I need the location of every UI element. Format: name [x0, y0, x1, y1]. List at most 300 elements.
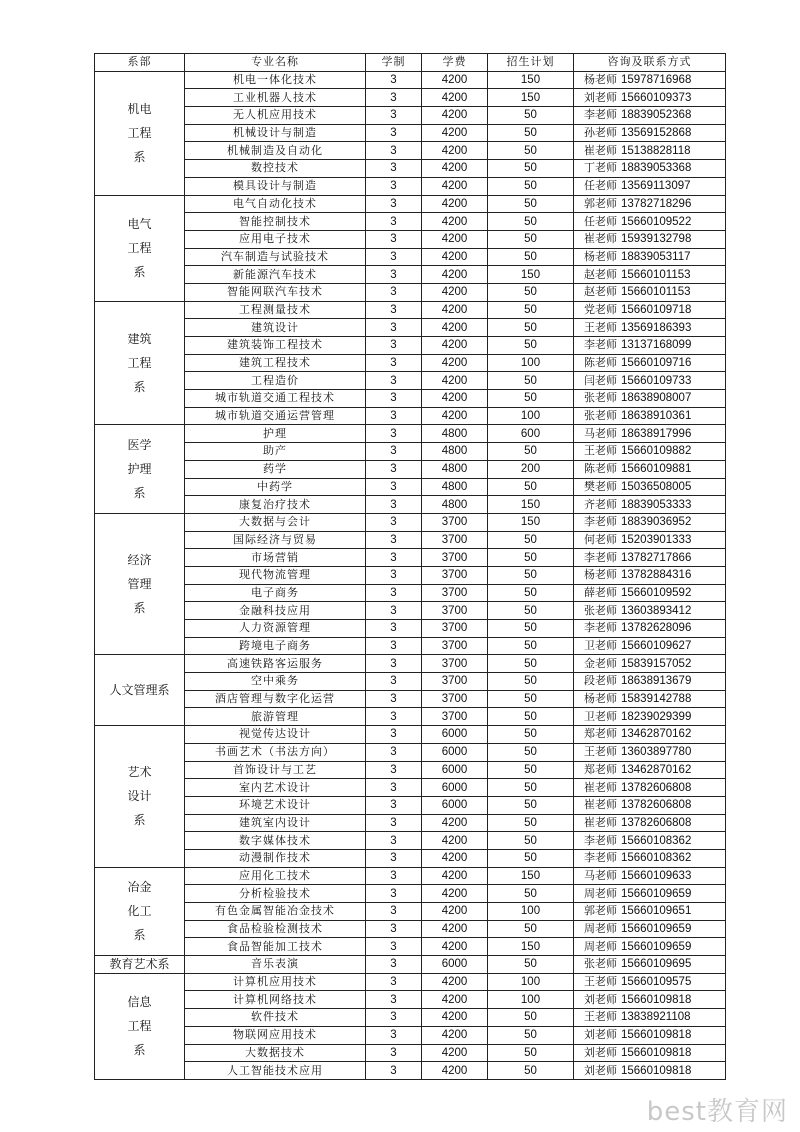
contact-cell	[574, 849, 726, 867]
fee-cell: 4200	[422, 213, 488, 231]
table-row	[95, 832, 726, 850]
contact-teacher: 杨老师	[584, 568, 617, 582]
table-row	[95, 655, 726, 673]
plan-cell: 50	[488, 549, 574, 567]
fee-cell: 4200	[422, 195, 488, 213]
major-name-cell: 建筑装饰工程技术	[185, 337, 366, 355]
contact-phone: 13462870162	[621, 728, 692, 741]
contact-phone: 13782884316	[621, 569, 692, 582]
contact-cell	[574, 602, 726, 620]
major-name-cell: 书画艺术（书法方向）	[185, 743, 366, 761]
plan-cell: 100	[488, 973, 574, 991]
plan-cell: 50	[488, 655, 574, 673]
plan-cell: 50	[488, 743, 574, 761]
years-cell: 3	[366, 496, 422, 514]
table-row	[95, 620, 726, 638]
table-row	[95, 796, 726, 814]
plan-cell: 600	[488, 425, 574, 443]
contact-phone: 15138828118	[621, 144, 691, 157]
contact-teacher: 张老师	[584, 391, 617, 405]
plan-cell: 50	[488, 142, 574, 160]
table-row	[95, 337, 726, 355]
department-name-line: 系	[133, 813, 146, 828]
contact-teacher: 张老师	[584, 409, 617, 423]
table-row	[95, 903, 726, 921]
years-cell: 3	[366, 673, 422, 691]
contact-phone: 18839053117	[621, 250, 691, 263]
plan-cell: 50	[488, 372, 574, 390]
plan-cell: 100	[488, 903, 574, 921]
contact-cell	[574, 708, 726, 726]
fee-cell: 6000	[422, 956, 488, 974]
major-name-cell: 大数据技术	[185, 1044, 366, 1062]
department-name-line: 化工	[127, 904, 152, 919]
table-row	[95, 213, 726, 231]
contact-cell	[574, 230, 726, 248]
contact-teacher: 李老师	[584, 621, 617, 635]
enrollment-table	[94, 53, 726, 1080]
contact-teacher: 李老师	[584, 550, 617, 564]
contact-teacher: 赵老师	[584, 267, 617, 281]
contact-cell	[574, 673, 726, 691]
department-name-line: 工程	[127, 1019, 152, 1034]
table-row	[95, 814, 726, 832]
major-name-cell: 建筑设计	[185, 319, 366, 337]
major-name-cell: 新能源汽车技术	[185, 266, 366, 284]
table-row	[95, 71, 726, 89]
fee-cell: 6000	[422, 796, 488, 814]
table-row	[95, 142, 726, 160]
fee-cell: 4200	[422, 867, 488, 885]
fee-cell: 4200	[422, 1009, 488, 1027]
contact-phone: 15660109575	[621, 976, 692, 989]
years-cell: 3	[366, 920, 422, 938]
plan-cell: 100	[488, 991, 574, 1009]
contact-teacher: 张老师	[584, 603, 617, 617]
department-name-line: 工程	[127, 356, 152, 371]
table-row	[95, 177, 726, 195]
major-name-cell: 城市轨道交通运营管理	[185, 407, 366, 425]
header-fee: 学费	[422, 54, 488, 72]
department-name-line: 电气	[127, 217, 152, 232]
fee-cell: 4200	[422, 248, 488, 266]
contact-teacher: 杨老师	[584, 73, 617, 87]
department-name-line: 管理	[127, 577, 152, 592]
fee-cell: 4200	[422, 832, 488, 850]
contact-phone: 15660109881	[621, 463, 692, 476]
contact-phone: 15036508005	[621, 480, 692, 493]
contact-teacher: 郑老师	[584, 762, 617, 776]
contact-teacher: 李老师	[584, 833, 617, 847]
years-cell: 3	[366, 637, 422, 655]
major-name-cell: 电子商务	[185, 584, 366, 602]
contact-cell	[574, 319, 726, 337]
major-name-cell: 计算机应用技术	[185, 973, 366, 991]
table-row	[95, 566, 726, 584]
fee-cell: 6000	[422, 743, 488, 761]
contact-phone: 13782717866	[621, 551, 692, 564]
major-name-cell: 工业机器人技术	[185, 89, 366, 107]
fee-cell: 4200	[422, 938, 488, 956]
header-department: 系部	[95, 54, 185, 72]
fee-cell: 4800	[422, 496, 488, 514]
contact-cell	[574, 1044, 726, 1062]
major-name-cell: 建筑室内设计	[185, 814, 366, 832]
table-row	[95, 973, 726, 991]
plan-cell: 50	[488, 1044, 574, 1062]
table-row	[95, 425, 726, 443]
years-cell: 3	[366, 513, 422, 531]
contact-teacher: 李老师	[584, 108, 617, 122]
contact-phone: 15660109522	[621, 215, 692, 228]
table-row	[95, 779, 726, 797]
contact-phone: 18839053333	[621, 498, 692, 511]
contact-phone: 15839142788	[621, 693, 692, 706]
major-name-cell: 智能控制技术	[185, 213, 366, 231]
department-name-line: 系	[133, 380, 146, 395]
years-cell: 3	[366, 779, 422, 797]
contact-phone: 13137168099	[621, 339, 692, 352]
years-cell: 3	[366, 337, 422, 355]
table-row	[95, 319, 726, 337]
fee-cell: 4200	[422, 177, 488, 195]
contact-cell	[574, 973, 726, 991]
contact-cell	[574, 779, 726, 797]
plan-cell: 150	[488, 89, 574, 107]
contact-cell	[574, 991, 726, 1009]
major-name-cell: 数字媒体技术	[185, 832, 366, 850]
contact-phone: 15660109818	[621, 993, 692, 1006]
contact-cell	[574, 867, 726, 885]
major-name-cell: 首饰设计与工艺	[185, 761, 366, 779]
header-contact: 咨询及联系方式	[574, 54, 726, 72]
contact-teacher: 何老师	[584, 532, 617, 546]
fee-cell: 4200	[422, 230, 488, 248]
contact-phone: 13569113097	[621, 180, 691, 193]
plan-cell: 150	[488, 513, 574, 531]
contact-cell	[574, 213, 726, 231]
plan-cell: 50	[488, 584, 574, 602]
years-cell: 3	[366, 726, 422, 744]
major-name-cell: 智能网联汽车技术	[185, 283, 366, 301]
major-name-cell: 工程测量技术	[185, 301, 366, 319]
contact-phone: 15660109882	[621, 445, 692, 458]
fee-cell: 4800	[422, 443, 488, 461]
years-cell: 3	[366, 1044, 422, 1062]
years-cell: 3	[366, 230, 422, 248]
fee-cell: 3700	[422, 637, 488, 655]
years-cell: 3	[366, 160, 422, 178]
department-cell	[95, 956, 185, 974]
fee-cell: 4200	[422, 885, 488, 903]
fee-cell: 4200	[422, 89, 488, 107]
contact-phone: 15660109659	[621, 923, 692, 936]
plan-cell: 50	[488, 956, 574, 974]
plan-cell: 200	[488, 460, 574, 478]
contact-teacher: 周老师	[584, 939, 617, 953]
years-cell: 3	[366, 283, 422, 301]
years-cell: 3	[366, 407, 422, 425]
department-name-line: 系	[133, 928, 146, 943]
table-row	[95, 690, 726, 708]
watermark: best教育网	[646, 1097, 788, 1127]
contact-cell	[574, 354, 726, 372]
plan-cell: 50	[488, 1062, 574, 1080]
contact-teacher: 周老师	[584, 886, 617, 900]
department-cell	[95, 513, 185, 655]
contact-teacher: 陈老师	[584, 356, 617, 370]
years-cell: 3	[366, 372, 422, 390]
contact-phone: 15660109818	[621, 1046, 692, 1059]
table-row	[95, 1044, 726, 1062]
contact-phone: 15839157052	[621, 657, 692, 670]
major-name-cell: 计算机网络技术	[185, 991, 366, 1009]
contact-cell	[574, 796, 726, 814]
years-cell: 3	[366, 195, 422, 213]
contact-cell	[574, 160, 726, 178]
major-name-cell: 市场营销	[185, 549, 366, 567]
contact-cell	[574, 690, 726, 708]
contact-teacher: 周老师	[584, 922, 617, 936]
contact-phone: 13569186393	[621, 321, 692, 334]
contact-teacher: 卫老师	[584, 709, 617, 723]
fee-cell: 3700	[422, 602, 488, 620]
major-name-cell: 旅游管理	[185, 708, 366, 726]
years-cell: 3	[366, 991, 422, 1009]
plan-cell: 150	[488, 71, 574, 89]
table-row	[95, 124, 726, 142]
years-cell: 3	[366, 319, 422, 337]
years-cell: 3	[366, 867, 422, 885]
contact-teacher: 崔老师	[584, 780, 617, 794]
contact-cell	[574, 283, 726, 301]
contact-phone: 15660109633	[621, 869, 692, 882]
contact-phone: 13782606808	[621, 799, 692, 812]
department-name-line: 工程	[127, 241, 152, 256]
table-row	[95, 708, 726, 726]
major-name-cell: 康复治疗技术	[185, 496, 366, 514]
years-cell: 3	[366, 885, 422, 903]
department-name-line: 系	[133, 601, 146, 616]
plan-cell: 50	[488, 390, 574, 408]
contact-cell	[574, 266, 726, 284]
contact-teacher: 马老师	[584, 868, 617, 882]
contact-phone: 15660109818	[621, 1064, 692, 1077]
contact-cell	[574, 478, 726, 496]
major-name-cell: 机械制造及自动化	[185, 142, 366, 160]
contact-cell	[574, 142, 726, 160]
major-name-cell: 城市轨道交通工程技术	[185, 390, 366, 408]
plan-cell: 50	[488, 779, 574, 797]
department-name-line: 系	[133, 1043, 146, 1058]
fee-cell: 4200	[422, 301, 488, 319]
fee-cell: 4200	[422, 390, 488, 408]
table-body	[95, 71, 726, 1079]
plan-cell: 50	[488, 620, 574, 638]
contact-phone: 15660109695	[621, 958, 692, 971]
fee-cell: 4200	[422, 814, 488, 832]
contact-teacher: 杨老师	[584, 692, 617, 706]
years-cell: 3	[366, 301, 422, 319]
contact-teacher: 刘老师	[584, 1045, 617, 1059]
years-cell: 3	[366, 655, 422, 673]
department-name-line: 经济	[127, 553, 152, 568]
years-cell: 3	[366, 796, 422, 814]
years-cell: 3	[366, 1062, 422, 1080]
contact-teacher: 王老师	[584, 1010, 617, 1024]
table-row	[95, 726, 726, 744]
contact-teacher: 杨老师	[584, 249, 617, 263]
years-cell: 3	[366, 177, 422, 195]
contact-phone: 18239029399	[621, 710, 692, 723]
plan-cell: 50	[488, 531, 574, 549]
contact-teacher: 齐老师	[584, 497, 617, 511]
plan-cell: 50	[488, 761, 574, 779]
major-name-cell: 工程造价	[185, 372, 366, 390]
department-name-line: 医学	[127, 438, 152, 453]
major-name-cell: 现代物流管理	[185, 566, 366, 584]
contact-phone: 18839052368	[621, 109, 692, 122]
header-plan: 招生计划	[488, 54, 574, 72]
department-name-line: 系	[133, 150, 146, 165]
years-cell: 3	[366, 531, 422, 549]
table-row	[95, 496, 726, 514]
fee-cell: 3700	[422, 655, 488, 673]
years-cell: 3	[366, 761, 422, 779]
years-cell: 3	[366, 460, 422, 478]
years-cell: 3	[366, 390, 422, 408]
table-row	[95, 637, 726, 655]
major-name-cell: 模具设计与制造	[185, 177, 366, 195]
table-row	[95, 673, 726, 691]
years-cell: 3	[366, 124, 422, 142]
plan-cell: 50	[488, 832, 574, 850]
department-name-line: 设计	[127, 789, 152, 804]
fee-cell: 6000	[422, 726, 488, 744]
plan-cell: 50	[488, 107, 574, 125]
plan-cell: 50	[488, 478, 574, 496]
major-name-cell: 室内艺术设计	[185, 779, 366, 797]
contact-cell	[574, 124, 726, 142]
contact-teacher: 任老师	[584, 214, 617, 228]
contact-phone: 15660109733	[621, 374, 692, 387]
fee-cell: 4200	[422, 849, 488, 867]
contact-teacher: 薛老师	[584, 585, 617, 599]
fee-cell: 3700	[422, 673, 488, 691]
major-name-cell: 软件技术	[185, 1009, 366, 1027]
contact-teacher: 郑老师	[584, 727, 617, 741]
contact-cell	[574, 531, 726, 549]
contact-teacher: 李老师	[584, 851, 617, 865]
department-name-line: 系	[133, 265, 146, 280]
table-row	[95, 513, 726, 531]
years-cell: 3	[366, 903, 422, 921]
contact-phone: 13569152868	[621, 127, 692, 140]
contact-cell	[574, 814, 726, 832]
contact-phone: 15978716968	[621, 74, 692, 87]
major-name-cell: 无人机应用技术	[185, 107, 366, 125]
table-row	[95, 89, 726, 107]
department-name-line: 冶金	[127, 880, 152, 895]
major-name-cell: 人力资源管理	[185, 620, 366, 638]
department-name-line: 建筑	[127, 332, 152, 347]
major-name-cell: 视觉传达设计	[185, 726, 366, 744]
years-cell: 3	[366, 1026, 422, 1044]
header-major: 专业名称	[185, 54, 366, 72]
contact-teacher: 刘老师	[584, 1063, 617, 1077]
contact-cell	[574, 956, 726, 974]
contact-teacher: 卫老师	[584, 639, 617, 653]
fee-cell: 4200	[422, 1026, 488, 1044]
contact-cell	[574, 885, 726, 903]
contact-phone: 15660109373	[621, 91, 692, 104]
fee-cell: 3700	[422, 690, 488, 708]
table-row	[95, 991, 726, 1009]
contact-cell	[574, 1062, 726, 1080]
table-row	[95, 1026, 726, 1044]
fee-cell: 3700	[422, 708, 488, 726]
fee-cell: 6000	[422, 761, 488, 779]
major-name-cell: 动漫制作技术	[185, 849, 366, 867]
table-row	[95, 195, 726, 213]
contact-phone: 18638913679	[621, 675, 692, 688]
department-name-line: 机电	[127, 102, 152, 117]
contact-phone: 15660108362	[621, 834, 692, 847]
major-name-cell: 中药学	[185, 478, 366, 496]
plan-cell: 150	[488, 496, 574, 514]
fee-cell: 4200	[422, 903, 488, 921]
major-name-cell: 跨境电子商务	[185, 637, 366, 655]
major-name-cell: 大数据与会计	[185, 513, 366, 531]
table-row	[95, 354, 726, 372]
plan-cell: 50	[488, 849, 574, 867]
fee-cell: 4200	[422, 71, 488, 89]
contact-cell	[574, 1009, 726, 1027]
major-name-cell: 食品检验检测技术	[185, 920, 366, 938]
major-name-cell: 电气自动化技术	[185, 195, 366, 213]
fee-cell: 4200	[422, 337, 488, 355]
contact-cell	[574, 761, 726, 779]
table-row	[95, 301, 726, 319]
years-cell: 3	[366, 849, 422, 867]
contact-cell	[574, 407, 726, 425]
contact-teacher: 崔老师	[584, 232, 617, 246]
fee-cell: 4800	[422, 425, 488, 443]
years-cell: 3	[366, 814, 422, 832]
plan-cell: 50	[488, 566, 574, 584]
contact-teacher: 马老师	[584, 426, 617, 440]
plan-cell: 50	[488, 124, 574, 142]
major-name-cell: 机械设计与制造	[185, 124, 366, 142]
contact-phone: 18638910361	[621, 410, 692, 423]
table-row	[95, 1062, 726, 1080]
contact-cell	[574, 301, 726, 319]
department-cell	[95, 71, 185, 195]
contact-phone: 13782628096	[621, 622, 692, 635]
contact-teacher: 李老师	[584, 515, 617, 529]
contact-teacher: 王老师	[584, 745, 617, 759]
major-name-cell: 汽车制造与试验技术	[185, 248, 366, 266]
department-name-line: 艺术	[127, 765, 152, 780]
department-name-line: 信息	[127, 995, 152, 1010]
fee-cell: 3700	[422, 531, 488, 549]
major-name-cell: 金融科技应用	[185, 602, 366, 620]
years-cell: 3	[366, 248, 422, 266]
contact-teacher: 崔老师	[584, 815, 617, 829]
major-name-cell: 有色金属智能冶金技术	[185, 903, 366, 921]
contact-teacher: 丁老师	[584, 161, 617, 175]
years-cell: 3	[366, 354, 422, 372]
